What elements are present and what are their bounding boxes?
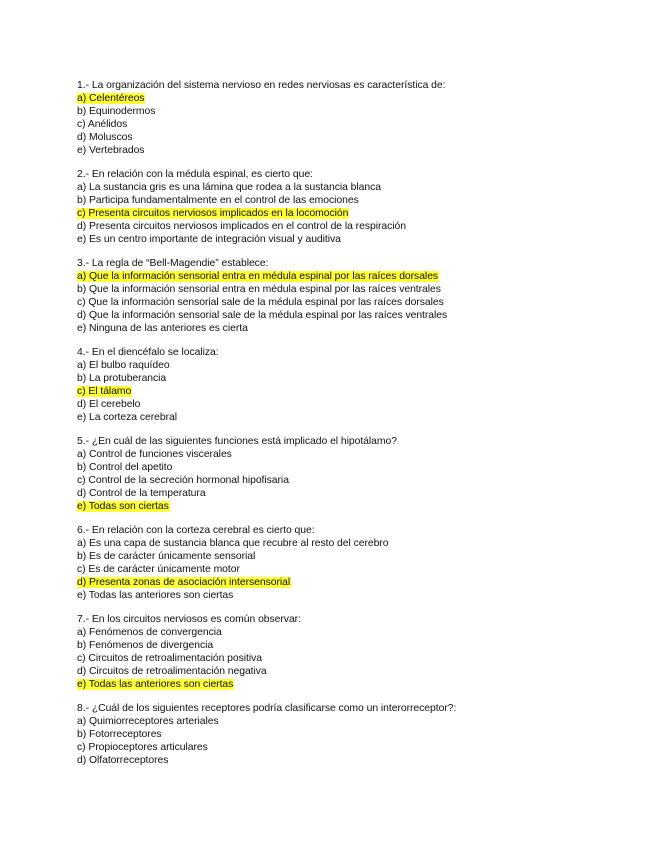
answer-option [77,296,647,309]
answer-option [77,537,647,550]
option-text: d) Presenta zonas de asociación intersensorial [77,577,291,588]
option-text: d) Que la información sensorial sale de la médula espinal por las raíces ventrales [77,310,448,321]
answer-option [77,118,647,131]
answer-option [77,715,647,728]
answer-option [77,563,647,576]
answer-option [77,652,647,665]
option-text: c) Control de la secreción hormonal hipofisaria [77,475,289,486]
option-text: b) Participa fundamentalmente en el control de las emociones [77,195,359,206]
option-text: a) Fenómenos de convergencia [77,627,222,638]
question-stem: 1.- La organización del sistema nervioso en redes nerviosas es característica de: [77,80,446,91]
option-text: a) Que la información sensorial entra en médula espinal por las raíces dorsales [77,271,439,282]
option-text: a) La sustancia gris es una lámina que rodea a la sustancia blanca [77,182,381,193]
option-text: b) Equinodermos [77,106,156,117]
option-text: d) Presenta circuitos nerviosos implicados en el control de la respiración [77,221,406,232]
option-text: b) Que la información sensorial entra en médula espinal por las raíces ventrales [77,284,441,295]
option-text: c) Propioceptores articulares [77,742,208,753]
option-text: d) El cerebelo [77,399,141,410]
highlighted-answer-option [77,270,647,283]
answer-option [77,589,647,602]
option-text: c) Es de carácter únicamente motor [77,564,240,575]
answer-option [77,283,647,296]
option-text: a) Quimiorreceptores arteriales [77,716,219,727]
question-stem: 3.- La regla de “Bell-Magendie” establece: [77,258,269,269]
answer-option [77,372,647,385]
option-text: b) Fotorreceptores [77,729,162,740]
answer-option [77,741,647,754]
answer-option [77,550,647,563]
answer-option [77,487,647,500]
question-stem: 6.- En relación con la corteza cerebral es cierto que: [77,525,315,536]
question-stem: 8.- ¿Cuál de los siguientes receptores podría clasificarse como un interorreceptor?: [77,703,457,714]
answer-option [77,448,647,461]
option-text: b) Control del apetito [77,462,173,473]
option-text: a) Celentéreos [77,93,145,104]
question-2 [77,168,647,246]
option-text: e) Todas las anteriores son ciertas [77,679,234,690]
question-stem: 5.- ¿En cuál de las siguientes funciones está implicado el hipotálamo? [77,436,397,447]
option-text: b) Es de carácter únicamente sensorial [77,551,256,562]
option-text: c) El tálamo [77,386,132,397]
answer-option [77,398,647,411]
answer-option [77,728,647,741]
option-text: b) Fenómenos de divergencia [77,640,214,651]
option-text: d) Circuitos de retroalimentación negativa [77,666,267,677]
option-text: a) El bulbo raquídeo [77,360,170,371]
question-7 [77,613,647,691]
option-text: e) Todas las anteriores son ciertas [77,590,234,601]
highlighted-answer-option [77,207,647,220]
highlighted-answer-option [77,576,647,589]
option-text: a) Control de funciones viscerales [77,449,232,460]
option-text: e) La corteza cerebral [77,412,177,423]
option-text: e) Ninguna de las anteriores es cierta [77,323,248,334]
question-6 [77,524,647,602]
question-4 [77,346,647,424]
option-text: d) Olfatorreceptores [77,755,169,766]
answer-option [77,639,647,652]
answer-option [77,105,647,118]
option-text: c) Anélidos [77,119,128,130]
question-1 [77,79,647,157]
answer-option [77,181,647,194]
highlighted-answer-option [77,500,647,513]
question-stem: 7.- En los circuitos nerviosos es común observar: [77,614,301,625]
highlighted-answer-option [77,678,647,691]
answer-option [77,194,647,207]
answer-option [77,309,647,322]
answer-option [77,474,647,487]
question-5 [77,435,647,513]
option-text: d) Moluscos [77,132,133,143]
option-text: d) Control de la temperatura [77,488,206,499]
answer-option [77,144,647,157]
answer-option [77,461,647,474]
answer-option [77,665,647,678]
option-text: a) Es una capa de sustancia blanca que recubre al resto del cerebro [77,538,389,549]
option-text: e) Es un centro importante de integración visual y auditiva [77,234,341,245]
answer-option [77,233,647,246]
highlighted-answer-option [77,92,647,105]
answer-option [77,131,647,144]
question-stem: 2.- En relación con la médula espinal, es cierto que: [77,169,313,180]
option-text: e) Vertebrados [77,145,145,156]
answer-option [77,754,647,767]
option-text: c) Circuitos de retroalimentación positiva [77,653,263,664]
answer-option [77,411,647,424]
question-stem: 4.- En el diencéfalo se localiza: [77,347,219,358]
option-text: c) Que la información sensorial sale de la médula espinal por las raíces dorsales [77,297,444,308]
answer-option [77,220,647,233]
answer-option [77,626,647,639]
question-list [77,79,647,778]
option-text: b) La protuberancia [77,373,167,384]
question-8 [77,702,647,767]
highlighted-answer-option [77,385,647,398]
question-3 [77,257,647,335]
option-text: c) Presenta circuitos nerviosos implicados en la locomoción [77,208,349,219]
answer-option [77,322,647,335]
answer-option [77,359,647,372]
option-text: e) Todas son ciertas [77,501,169,512]
